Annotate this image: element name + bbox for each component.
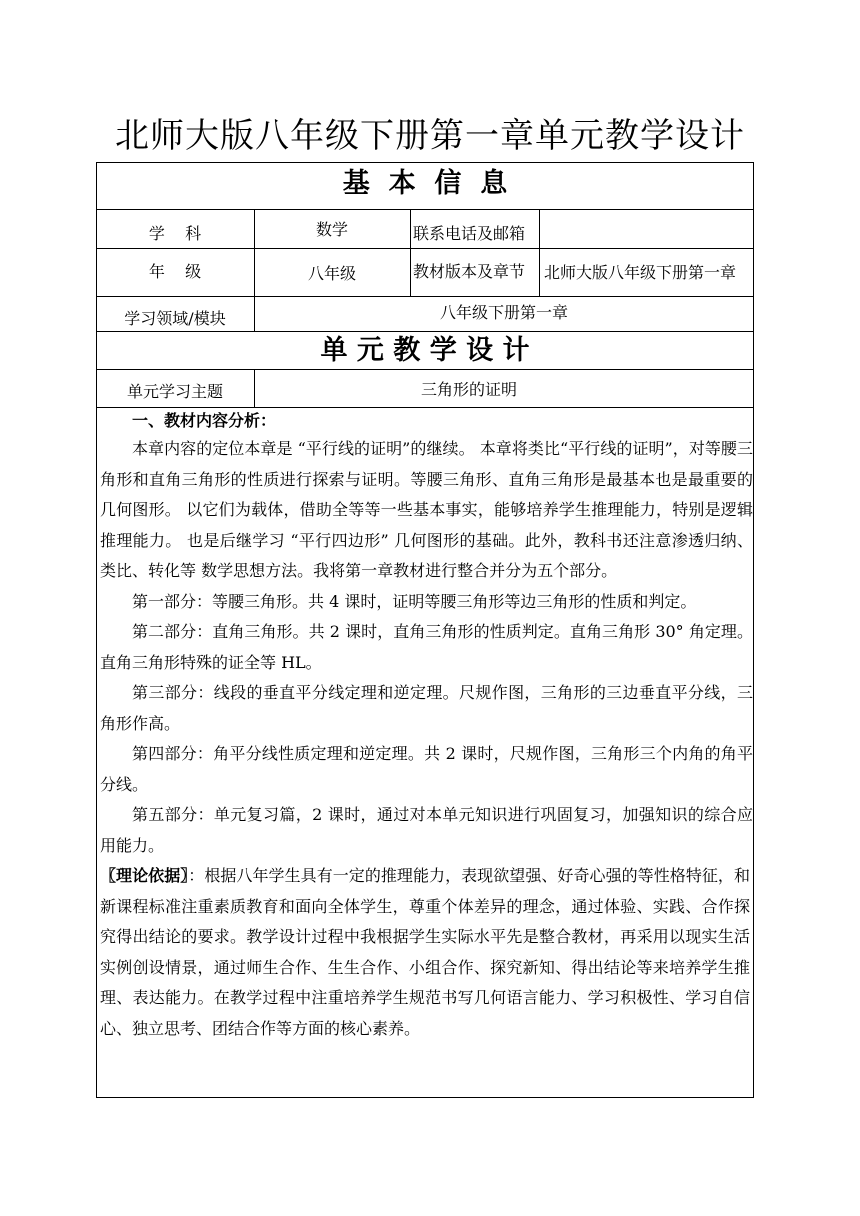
table-rule — [539, 209, 540, 296]
theory-paragraph — [97, 861, 754, 1044]
table-rule — [96, 331, 754, 332]
analysis-part-4: 第四部分：角平分线性质定理和逆定理。共 2 课时，尺规作图，三角形三个内角的角平分线。 — [100, 744, 753, 794]
analysis-part-2: 第二部分：直角三角形。共 2 课时，直角三角形的性质判定。直角三角形 30° 角定理。直角三角形特殊的证全等 HL。 — [100, 622, 753, 672]
contact-label: 联系电话及邮箱 — [413, 224, 526, 243]
analysis-part-1: 第一部分：等腰三角形。共 4 课时，证明等腰三角形等边三角形的性质和判定。 — [132, 591, 697, 611]
unit-theme-value: 三角形的证明 — [420, 380, 517, 399]
table-rule — [96, 296, 754, 297]
analysis-intro: 本章内容的定位本章是 “平行线的证明”的继续。 本章将类比“平行线的证明”，对等腰三角形和直角三角形的性质进行探索与证明。等腰三角形、直角三角形是最基本也是最重要的几何图形。 以它们为载体，借助全等等一些基本事实，能够培养学生推理能力，特别是逻辑推理能力。 也是后继学习 “平行四边形” 几何图形的基础。此外，教科书还注意渗透归纳、类比、转化等 数学思想方法。我将第一章教材进行整合并分为五个部分。 — [100, 439, 753, 580]
basic-info-header: 基 本 信 息 — [342, 168, 508, 199]
grade-label: 年 级 — [148, 262, 202, 281]
domain-label: 学习领域/模块 — [124, 309, 226, 328]
domain-value: 八年级下册第一章 — [439, 303, 568, 322]
theory-label: 〖理论依据〗 — [100, 866, 189, 885]
unit-design-header: 单 元 教 学 设 计 — [320, 335, 530, 366]
table-rule — [410, 209, 411, 296]
subject-label: 学 科 — [148, 224, 202, 243]
table-rule — [96, 369, 754, 370]
grade-value: 八年级 — [307, 264, 356, 283]
textbook-value: 北师大版八年级下册第一章 — [544, 263, 737, 282]
subject-value: 数学 — [315, 220, 348, 239]
analysis-part-5: 第五部分：单元复习篇，2 课时，通过对本单元知识进行巩固复习，加强知识的综合应用能力。 — [100, 805, 753, 855]
theory-text: ：根据八年学生具有一定的推理能力，表现欲望强、好奇心强的等性格特征，和新课程标准注重素质教育和面向全体学生，尊重个体差异的理念，通过体验、实践、合作探究得出结论的要求。教学设计过程中我根据学生实际水平先是整合教材，再采用以现实生活实例创设情景，通过师生合作、生生合作、小组合作、探究新知、得出结论等来培养学生推理、表达能力。在教学过程中注重培养学生规范书写几何语言能力、学习积极性、学习自信心、独立思考、团结合作等方面的核心素养。 — [100, 866, 750, 1038]
table-rule — [96, 209, 754, 210]
table-rule — [96, 407, 754, 408]
analysis-section — [97, 410, 754, 1044]
analysis-heading: 一、教材内容分析： — [132, 411, 277, 430]
textbook-label: 教材版本及章节 — [413, 262, 526, 281]
unit-theme-label: 单元学习主题 — [126, 382, 223, 401]
page-title: 北师大版八年级下册第一章单元教学设计 — [115, 116, 745, 156]
analysis-part-3: 第三部分：线段的垂直平分线定理和逆定理。尺规作图，三角形的三边垂直平分线，三角形作高。 — [100, 683, 753, 733]
table-rule — [96, 248, 754, 249]
